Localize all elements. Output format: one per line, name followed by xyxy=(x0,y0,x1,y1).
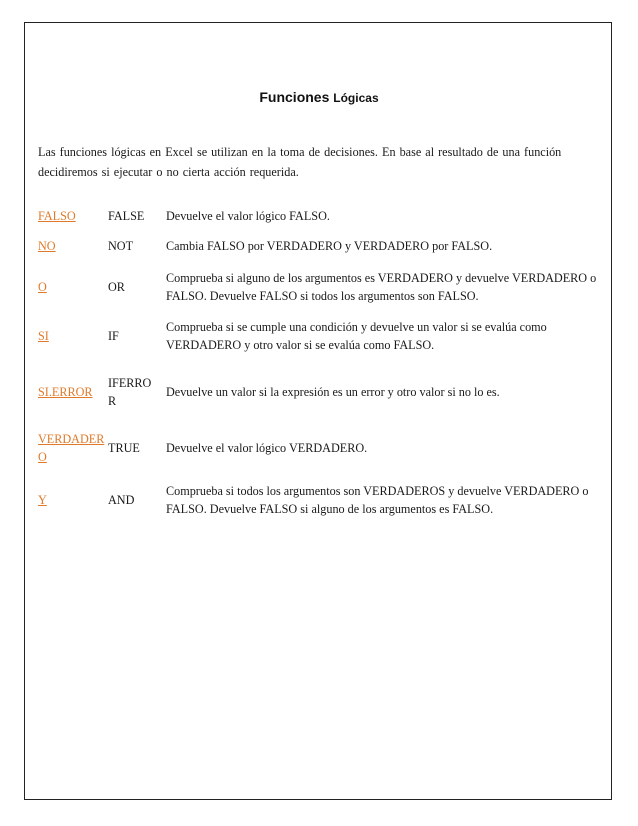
function-link-y[interactable]: Y xyxy=(38,493,47,507)
table-row xyxy=(38,422,618,474)
function-english-name: NOT xyxy=(108,239,134,253)
function-link-falso[interactable]: FALSO xyxy=(38,209,76,223)
function-english-name xyxy=(108,362,166,422)
function-description xyxy=(166,422,618,474)
description-line: Cambia FALSO por VERDADERO y VERDADERO por FALSO. xyxy=(166,239,493,253)
intro-line-1: Las funciones lógicas en Excel se utilizan en la toma de decisiones. En base al resultado de una función xyxy=(38,145,562,159)
link-line: O xyxy=(38,450,47,464)
description-line: Comprueba si alguno de los argumentos es VERDADERO y devuelve VERDADERO o xyxy=(166,271,597,285)
table-row xyxy=(38,204,618,228)
description-line: Comprueba si se cumple una condición y devuelve un valor si se evalúa como xyxy=(166,320,547,334)
function-description xyxy=(166,204,618,228)
table-row xyxy=(38,474,618,526)
function-english-name: FALSE xyxy=(108,209,145,223)
english-name-line: R xyxy=(108,394,117,408)
description-line: FALSO. Devuelve FALSO si alguno de los argumentos es FALSO. xyxy=(166,502,494,516)
function-link-verdadero[interactable] xyxy=(38,432,104,464)
function-english-name: AND xyxy=(108,493,135,507)
function-link-si[interactable]: SI xyxy=(38,329,49,343)
function-description xyxy=(166,228,618,264)
function-description xyxy=(166,264,618,310)
page-title xyxy=(0,89,638,105)
function-english-name: TRUE xyxy=(108,441,140,455)
function-link-si-error[interactable]: SI.ERROR xyxy=(38,385,93,399)
description-line: Devuelve un valor si la expresión es un error y otro valor si no lo es. xyxy=(166,385,500,399)
link-line: VERDADER xyxy=(38,432,105,446)
description-line: Comprueba si todos los argumentos son VERDADEROS y devuelve VERDADERO o xyxy=(166,484,589,498)
english-name-line: IFERRO xyxy=(108,376,152,390)
function-link-no[interactable]: NO xyxy=(38,239,56,253)
title-part-2: Lógicas xyxy=(333,91,379,105)
description-line: Devuelve el valor lógico VERDADERO. xyxy=(166,441,368,455)
title-part-1: Funciones xyxy=(259,89,330,105)
intro-line-2: decidiremos si ejecutar o no cierta acción requerida. xyxy=(38,165,299,179)
functions-table xyxy=(38,204,618,526)
table-row xyxy=(38,228,618,264)
table-row xyxy=(38,264,618,310)
description-line: Devuelve el valor lógico FALSO. xyxy=(166,209,330,223)
table-row xyxy=(38,362,618,422)
function-english-name: OR xyxy=(108,280,125,294)
function-description xyxy=(166,474,618,526)
function-link-o[interactable]: O xyxy=(38,280,47,294)
table-row xyxy=(38,310,618,362)
intro-paragraph xyxy=(38,142,598,182)
function-description xyxy=(166,362,618,422)
description-line: VERDADERO y otro valor si se evalúa como FALSO. xyxy=(166,338,435,352)
description-line: FALSO. Devuelve FALSO si todos los argumentos son FALSO. xyxy=(166,289,479,303)
function-description xyxy=(166,310,618,362)
function-english-name: IF xyxy=(108,329,119,343)
